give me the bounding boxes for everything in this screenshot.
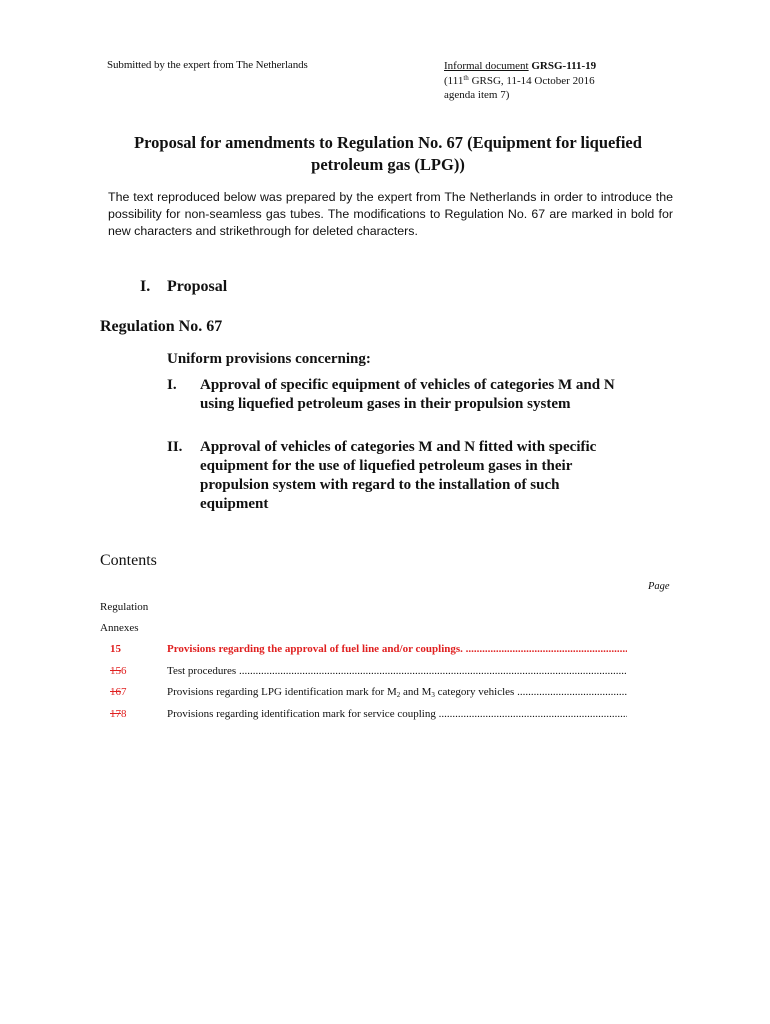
toc-row[interactable] <box>110 708 630 724</box>
regulation-title: Regulation No. 67 <box>100 318 223 335</box>
annex-number: 15 <box>110 643 121 655</box>
annex-number: 178 <box>110 708 127 720</box>
uniform-provisions-heading: Uniform provisions concerning: <box>167 351 371 367</box>
annex-title: Test procedures ..... <box>167 665 627 677</box>
annex-title: Provisions regarding LPG identification mark for $M_2$ and $M_3$ category vehicles ..... <box>167 686 627 699</box>
toc-row[interactable] <box>110 665 630 681</box>
annex-number: 156 <box>110 665 127 677</box>
toc-row[interactable] <box>110 643 630 659</box>
provision-number: I. <box>167 377 177 393</box>
agenda-item: agenda item 7) <box>444 89 510 101</box>
toc-regulation-label: Regulation <box>100 601 149 613</box>
provision-number: II. <box>167 439 183 455</box>
section-number: I. <box>140 278 151 295</box>
provision-text: Approval of vehicles of categories M and N fitted with specific equipment for the use of liquefied petroleum gases in their propulsion system with regard to the installation of such equipment <box>200 439 597 512</box>
toc-annexes-label: Annexes <box>100 622 139 634</box>
annex-title: Provisions regarding the approval of fuel line and/or couplings. ..... <box>167 643 627 655</box>
document-title: Proposal for amendments to Regulation No. 67 (Equipment for liquefied petroleum gas (LPG)) <box>134 133 642 174</box>
intro-paragraph: The text reproduced below was prepared by the expert from The Netherlands in order to introduce the possibility for non-seamless gas tubes. The modifications to Regulation No. 67 are marked in bold for new characters and strikethrough for deleted characters. <box>108 190 673 238</box>
section-title: Proposal <box>167 278 228 295</box>
submitted-by: Submitted by the expert from The Netherlands <box>107 59 308 71</box>
provision-text: Approval of specific equipment of vehicles of categories M and N using liquefied petroleum gases in their propulsion system <box>200 377 615 412</box>
annex-number: 167 <box>110 686 127 698</box>
annex-title: Provisions regarding identification mark for service coupling ..... <box>167 708 627 720</box>
doc-label: Informal document <box>444 60 529 72</box>
doc-number: GRSG-111-19 <box>531 60 597 72</box>
session-info: (111th GRSG, 11-14 October 2016 <box>444 73 595 87</box>
toc-row[interactable] <box>110 686 630 702</box>
document-reference <box>444 59 596 103</box>
page-column-label: Page <box>648 581 670 592</box>
contents-heading: Contents <box>100 552 157 569</box>
section-heading <box>140 278 227 296</box>
